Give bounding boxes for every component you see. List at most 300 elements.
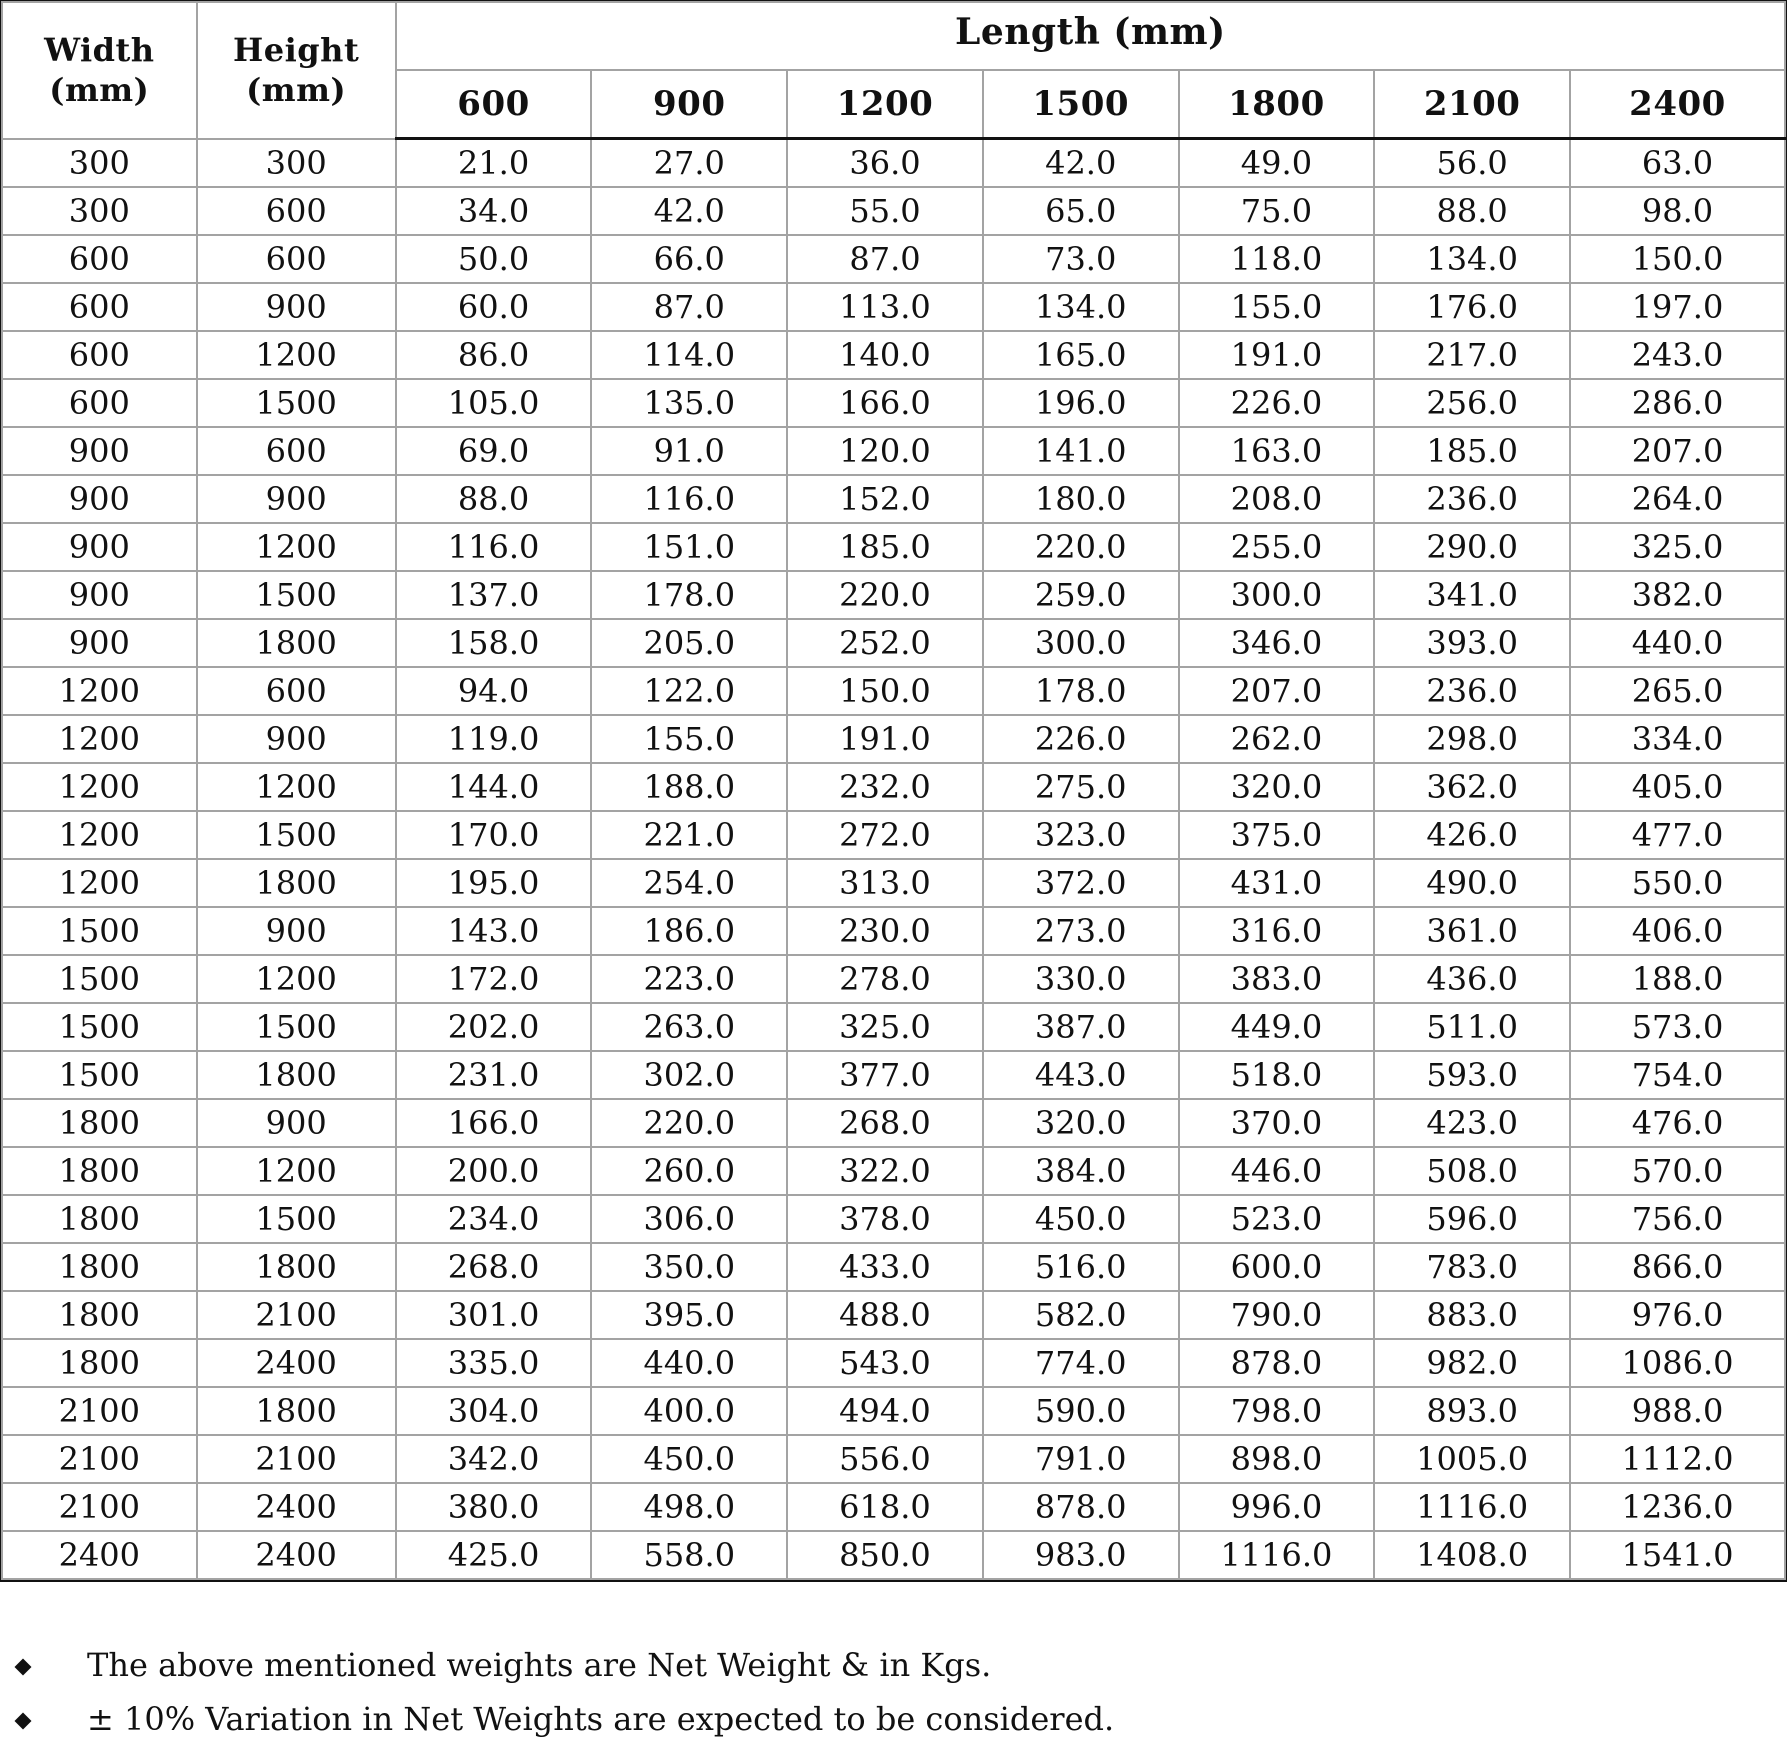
weight-cell: 27.0 — [591, 139, 787, 188]
weight-cell: 1116.0 — [1374, 1483, 1570, 1531]
weight-cell: 543.0 — [787, 1339, 983, 1387]
weight-cell: 341.0 — [1374, 571, 1570, 619]
width-column-header: Width (mm) — [2, 2, 197, 139]
weight-cell: 116.0 — [396, 523, 592, 571]
weight-cell: 756.0 — [1570, 1195, 1785, 1243]
weight-cell: 400.0 — [591, 1387, 787, 1435]
weight-cell: 252.0 — [787, 619, 983, 667]
weight-cell: 508.0 — [1374, 1147, 1570, 1195]
weight-cell: 268.0 — [787, 1099, 983, 1147]
weight-cell: 449.0 — [1179, 1003, 1375, 1051]
weight-cell: 87.0 — [787, 235, 983, 283]
weight-cell: 260.0 — [591, 1147, 787, 1195]
weight-cell: 155.0 — [591, 715, 787, 763]
weight-cell: 236.0 — [1374, 667, 1570, 715]
weight-cell: 791.0 — [983, 1435, 1179, 1483]
width-cell: 900 — [2, 475, 197, 523]
weight-cell: 143.0 — [396, 907, 592, 955]
length-column-header: 2400 — [1570, 70, 1785, 139]
weight-cell: 152.0 — [787, 475, 983, 523]
weight-cell: 205.0 — [591, 619, 787, 667]
height-cell: 900 — [197, 1099, 396, 1147]
weight-cell: 226.0 — [983, 715, 1179, 763]
weight-cell: 1236.0 — [1570, 1483, 1785, 1531]
weight-cell: 275.0 — [983, 763, 1179, 811]
weight-cell: 550.0 — [1570, 859, 1785, 907]
weight-cell: 256.0 — [1374, 379, 1570, 427]
weight-cell: 516.0 — [983, 1243, 1179, 1291]
height-cell: 1200 — [197, 763, 396, 811]
table-row — [2, 619, 1785, 667]
height-cell: 1500 — [197, 1195, 396, 1243]
weight-cell: 122.0 — [591, 667, 787, 715]
weight-cell: 866.0 — [1570, 1243, 1785, 1291]
weight-cell: 186.0 — [591, 907, 787, 955]
weight-cell: 166.0 — [396, 1099, 592, 1147]
width-cell: 2100 — [2, 1387, 197, 1435]
weight-cell: 382.0 — [1570, 571, 1785, 619]
weight-cell: 1086.0 — [1570, 1339, 1785, 1387]
weight-cell: 436.0 — [1374, 955, 1570, 1003]
height-cell: 2400 — [197, 1339, 396, 1387]
table-row — [2, 667, 1785, 715]
weight-cell: 234.0 — [396, 1195, 592, 1243]
weight-cell: 298.0 — [1374, 715, 1570, 763]
weight-cell: 73.0 — [983, 235, 1179, 283]
weight-cell: 255.0 — [1179, 523, 1375, 571]
weight-cell: 178.0 — [591, 571, 787, 619]
weight-cell: 498.0 — [591, 1483, 787, 1531]
weight-cell: 264.0 — [1570, 475, 1785, 523]
weight-cell: 166.0 — [787, 379, 983, 427]
weight-cell: 384.0 — [983, 1147, 1179, 1195]
width-cell: 300 — [2, 139, 197, 188]
weight-cell: 600.0 — [1179, 1243, 1375, 1291]
table-row — [2, 331, 1785, 379]
weight-cell: 440.0 — [1570, 619, 1785, 667]
weight-cell: 783.0 — [1374, 1243, 1570, 1291]
weight-cell: 618.0 — [787, 1483, 983, 1531]
weight-cell: 450.0 — [591, 1435, 787, 1483]
table-row — [2, 1387, 1785, 1435]
weight-cell: 286.0 — [1570, 379, 1785, 427]
weight-cell: 243.0 — [1570, 331, 1785, 379]
weight-cell: 191.0 — [1179, 331, 1375, 379]
table-row — [2, 1435, 1785, 1483]
weight-cell: 1116.0 — [1179, 1531, 1375, 1579]
table-row — [2, 1483, 1785, 1531]
table-row — [2, 811, 1785, 859]
weight-cell: 221.0 — [591, 811, 787, 859]
width-cell: 300 — [2, 187, 197, 235]
width-cell: 1800 — [2, 1243, 197, 1291]
weight-cell: 423.0 — [1374, 1099, 1570, 1147]
weight-cell: 490.0 — [1374, 859, 1570, 907]
weight-cell: 302.0 — [591, 1051, 787, 1099]
width-cell: 1800 — [2, 1339, 197, 1387]
weight-cell: 134.0 — [1374, 235, 1570, 283]
weight-cell: 518.0 — [1179, 1051, 1375, 1099]
weight-cell: 116.0 — [591, 475, 787, 523]
height-cell: 300 — [197, 139, 396, 188]
width-cell: 900 — [2, 427, 197, 475]
weight-cell: 114.0 — [591, 331, 787, 379]
table-row — [2, 1099, 1785, 1147]
weight-cell: 383.0 — [1179, 955, 1375, 1003]
weight-cell: 119.0 — [396, 715, 592, 763]
weight-cell: 443.0 — [983, 1051, 1179, 1099]
width-cell: 1500 — [2, 1051, 197, 1099]
height-cell: 1500 — [197, 1003, 396, 1051]
height-cell: 900 — [197, 475, 396, 523]
table-row — [2, 283, 1785, 331]
width-cell: 1500 — [2, 955, 197, 1003]
weight-cell: 273.0 — [983, 907, 1179, 955]
weight-cell: 200.0 — [396, 1147, 592, 1195]
weight-cell: 377.0 — [787, 1051, 983, 1099]
weight-cell: 263.0 — [591, 1003, 787, 1051]
table-row — [2, 859, 1785, 907]
weight-cell: 405.0 — [1570, 763, 1785, 811]
height-cell: 900 — [197, 283, 396, 331]
weight-cell: 217.0 — [1374, 331, 1570, 379]
notes-list — [0, 1638, 1787, 1746]
weight-cell: 431.0 — [1179, 859, 1375, 907]
weight-cell: 387.0 — [983, 1003, 1179, 1051]
width-cell: 1800 — [2, 1291, 197, 1339]
table-row — [2, 187, 1785, 235]
weight-cell: 140.0 — [787, 331, 983, 379]
weight-cell: 450.0 — [983, 1195, 1179, 1243]
weight-cell: 21.0 — [396, 139, 592, 188]
weight-cell: 1541.0 — [1570, 1531, 1785, 1579]
weight-cell: 754.0 — [1570, 1051, 1785, 1099]
weight-cell: 197.0 — [1570, 283, 1785, 331]
weight-cell: 982.0 — [1374, 1339, 1570, 1387]
weight-cell: 151.0 — [591, 523, 787, 571]
weight-cell: 304.0 — [396, 1387, 592, 1435]
weight-cell: 105.0 — [396, 379, 592, 427]
weight-cell: 330.0 — [983, 955, 1179, 1003]
weight-cell: 375.0 — [1179, 811, 1375, 859]
weight-cell: 596.0 — [1374, 1195, 1570, 1243]
weight-cell: 325.0 — [787, 1003, 983, 1051]
width-cell: 1800 — [2, 1099, 197, 1147]
table-row — [2, 1531, 1785, 1579]
weight-cell: 346.0 — [1179, 619, 1375, 667]
weight-cell: 262.0 — [1179, 715, 1375, 763]
weight-cell: 120.0 — [787, 427, 983, 475]
length-column-header: 1200 — [787, 70, 983, 139]
height-cell: 1500 — [197, 811, 396, 859]
weight-cell: 300.0 — [1179, 571, 1375, 619]
length-column-header: 1500 — [983, 70, 1179, 139]
height-cell: 600 — [197, 667, 396, 715]
weight-cell: 98.0 — [1570, 187, 1785, 235]
weight-cell: 56.0 — [1374, 139, 1570, 188]
height-cell: 1200 — [197, 523, 396, 571]
weight-cell: 191.0 — [787, 715, 983, 763]
width-cell: 900 — [2, 571, 197, 619]
weight-cell: 1005.0 — [1374, 1435, 1570, 1483]
weight-cell: 582.0 — [983, 1291, 1179, 1339]
weight-cell: 259.0 — [983, 571, 1179, 619]
table-row — [2, 1339, 1785, 1387]
weight-cell: 268.0 — [396, 1243, 592, 1291]
weight-cell: 137.0 — [396, 571, 592, 619]
weight-cell: 141.0 — [983, 427, 1179, 475]
length-column-header: 2100 — [1374, 70, 1570, 139]
weight-cell: 988.0 — [1570, 1387, 1785, 1435]
weight-cell: 176.0 — [1374, 283, 1570, 331]
weight-cell: 188.0 — [591, 763, 787, 811]
height-cell: 1800 — [197, 1243, 396, 1291]
height-cell: 1500 — [197, 571, 396, 619]
weight-cell: 361.0 — [1374, 907, 1570, 955]
weight-cell: 395.0 — [591, 1291, 787, 1339]
weight-cell: 316.0 — [1179, 907, 1375, 955]
weight-cell: 898.0 — [1179, 1435, 1375, 1483]
weight-cell: 88.0 — [1374, 187, 1570, 235]
weight-cell: 91.0 — [591, 427, 787, 475]
length-column-header: 1800 — [1179, 70, 1375, 139]
weight-cell: 570.0 — [1570, 1147, 1785, 1195]
weight-cell: 236.0 — [1374, 475, 1570, 523]
weight-cell: 983.0 — [983, 1531, 1179, 1579]
weight-cell: 320.0 — [1179, 763, 1375, 811]
weight-cell: 362.0 — [1374, 763, 1570, 811]
weight-cell: 322.0 — [787, 1147, 983, 1195]
weight-cell: 42.0 — [983, 139, 1179, 188]
weight-cell: 1408.0 — [1374, 1531, 1570, 1579]
weight-cell: 342.0 — [396, 1435, 592, 1483]
width-cell: 900 — [2, 523, 197, 571]
weight-cell: 94.0 — [396, 667, 592, 715]
weight-cell: 150.0 — [787, 667, 983, 715]
height-cell: 600 — [197, 187, 396, 235]
weight-cell: 165.0 — [983, 331, 1179, 379]
height-cell: 1800 — [197, 859, 396, 907]
table-row — [2, 955, 1785, 1003]
diamond-bullet-icon — [14, 1712, 32, 1730]
table-header — [2, 2, 1785, 139]
weight-cell: 185.0 — [1374, 427, 1570, 475]
width-cell: 2400 — [2, 1531, 197, 1579]
table-row — [2, 1051, 1785, 1099]
weight-cell: 790.0 — [1179, 1291, 1375, 1339]
weight-cell: 334.0 — [1570, 715, 1785, 763]
height-cell: 600 — [197, 235, 396, 283]
width-cell: 1500 — [2, 907, 197, 955]
weight-cell: 36.0 — [787, 139, 983, 188]
width-cell: 2100 — [2, 1435, 197, 1483]
weight-cell: 556.0 — [787, 1435, 983, 1483]
table-row — [2, 1147, 1785, 1195]
weight-cell: 590.0 — [983, 1387, 1179, 1435]
weight-cell: 300.0 — [983, 619, 1179, 667]
table-row — [2, 1195, 1785, 1243]
note-text: The above mentioned weights are Net Weight & in Kgs. — [87, 1646, 992, 1684]
width-cell: 600 — [2, 283, 197, 331]
weight-cell: 34.0 — [396, 187, 592, 235]
weight-cell: 134.0 — [983, 283, 1179, 331]
weight-cell: 372.0 — [983, 859, 1179, 907]
height-cell: 1800 — [197, 1051, 396, 1099]
height-cell: 1200 — [197, 1147, 396, 1195]
weight-cell: 477.0 — [1570, 811, 1785, 859]
weight-cell: 476.0 — [1570, 1099, 1785, 1147]
weight-cell: 49.0 — [1179, 139, 1375, 188]
diamond-bullet-icon — [14, 1658, 32, 1676]
width-cell: 2100 — [2, 1483, 197, 1531]
weight-cell: 425.0 — [396, 1531, 592, 1579]
weight-cell: 50.0 — [396, 235, 592, 283]
weight-cell: 893.0 — [1374, 1387, 1570, 1435]
weight-cell: 87.0 — [591, 283, 787, 331]
width-cell: 1200 — [2, 859, 197, 907]
weight-cell: 278.0 — [787, 955, 983, 1003]
weight-cell: 60.0 — [396, 283, 592, 331]
weight-cell: 370.0 — [1179, 1099, 1375, 1147]
width-cell: 1200 — [2, 667, 197, 715]
height-cell: 2400 — [197, 1531, 396, 1579]
weight-cell: 180.0 — [983, 475, 1179, 523]
weight-cell: 325.0 — [1570, 523, 1785, 571]
width-cell: 1200 — [2, 763, 197, 811]
weight-cell: 220.0 — [591, 1099, 787, 1147]
weight-cell: 178.0 — [983, 667, 1179, 715]
weight-cell: 163.0 — [1179, 427, 1375, 475]
table-row — [2, 907, 1785, 955]
table-row — [2, 379, 1785, 427]
weight-cell: 976.0 — [1570, 1291, 1785, 1339]
table-row — [2, 1291, 1785, 1339]
weight-cell: 231.0 — [396, 1051, 592, 1099]
weight-cell: 207.0 — [1179, 667, 1375, 715]
width-cell: 600 — [2, 235, 197, 283]
weight-cell: 207.0 — [1570, 427, 1785, 475]
note-item — [0, 1692, 1787, 1746]
note-text: ± 10% Variation in Net Weights are expected to be considered. — [87, 1700, 1115, 1738]
weight-cell: 878.0 — [1179, 1339, 1375, 1387]
weight-cell: 850.0 — [787, 1531, 983, 1579]
weight-cell: 226.0 — [1179, 379, 1375, 427]
table-row — [2, 235, 1785, 283]
height-cell: 2100 — [197, 1435, 396, 1483]
weight-cell: 195.0 — [396, 859, 592, 907]
weight-cell: 230.0 — [787, 907, 983, 955]
height-cell: 900 — [197, 907, 396, 955]
weight-cell: 488.0 — [787, 1291, 983, 1339]
width-cell: 600 — [2, 331, 197, 379]
weight-cell: 406.0 — [1570, 907, 1785, 955]
weight-cell: 254.0 — [591, 859, 787, 907]
weight-cell: 170.0 — [396, 811, 592, 859]
weight-cell: 573.0 — [1570, 1003, 1785, 1051]
weight-cell: 350.0 — [591, 1243, 787, 1291]
weight-cell: 196.0 — [983, 379, 1179, 427]
weight-cell: 426.0 — [1374, 811, 1570, 859]
length-column-header: 600 — [396, 70, 592, 139]
weight-cell: 558.0 — [591, 1531, 787, 1579]
height-cell: 900 — [197, 715, 396, 763]
width-cell: 900 — [2, 619, 197, 667]
table-body — [2, 139, 1785, 1580]
weight-cell: 878.0 — [983, 1483, 1179, 1531]
weight-cell: 158.0 — [396, 619, 592, 667]
height-cell: 2100 — [197, 1291, 396, 1339]
height-cell: 1200 — [197, 331, 396, 379]
weight-cell: 313.0 — [787, 859, 983, 907]
weight-cell: 155.0 — [1179, 283, 1375, 331]
weight-cell: 69.0 — [396, 427, 592, 475]
height-column-header: Height (mm) — [197, 2, 396, 139]
weight-cell: 511.0 — [1374, 1003, 1570, 1051]
width-cell: 1200 — [2, 811, 197, 859]
weight-cell: 798.0 — [1179, 1387, 1375, 1435]
table-row — [2, 139, 1785, 188]
weight-cell: 185.0 — [787, 523, 983, 571]
length-group-header: Length (mm) — [396, 2, 1785, 70]
weight-cell: 774.0 — [983, 1339, 1179, 1387]
length-column-header: 900 — [591, 70, 787, 139]
weight-cell: 66.0 — [591, 235, 787, 283]
weight-cell: 883.0 — [1374, 1291, 1570, 1339]
width-cell: 1200 — [2, 715, 197, 763]
table-row — [2, 427, 1785, 475]
weight-cell: 393.0 — [1374, 619, 1570, 667]
weight-cell: 88.0 — [396, 475, 592, 523]
weight-cell: 380.0 — [396, 1483, 592, 1531]
width-cell: 1800 — [2, 1195, 197, 1243]
weight-cell: 378.0 — [787, 1195, 983, 1243]
weight-cell: 75.0 — [1179, 187, 1375, 235]
weight-cell: 220.0 — [983, 523, 1179, 571]
table-row — [2, 715, 1785, 763]
weight-cell: 996.0 — [1179, 1483, 1375, 1531]
weight-cell: 272.0 — [787, 811, 983, 859]
width-cell: 1800 — [2, 1147, 197, 1195]
weight-cell: 1112.0 — [1570, 1435, 1785, 1483]
table-row — [2, 571, 1785, 619]
weight-cell: 446.0 — [1179, 1147, 1375, 1195]
weight-cell: 65.0 — [983, 187, 1179, 235]
weight-cell: 301.0 — [396, 1291, 592, 1339]
table-row — [2, 763, 1785, 811]
table-row — [2, 523, 1785, 571]
weight-cell: 223.0 — [591, 955, 787, 1003]
weight-cell: 523.0 — [1179, 1195, 1375, 1243]
weight-cell: 144.0 — [396, 763, 592, 811]
height-cell: 1800 — [197, 1387, 396, 1435]
table-row — [2, 475, 1785, 523]
table-row — [2, 1243, 1785, 1291]
header-row-group — [2, 2, 1785, 70]
weight-cell: 63.0 — [1570, 139, 1785, 188]
table-row — [2, 1003, 1785, 1051]
weight-cell: 150.0 — [1570, 235, 1785, 283]
note-item — [0, 1638, 1787, 1692]
height-cell: 1200 — [197, 955, 396, 1003]
weight-cell: 232.0 — [787, 763, 983, 811]
weight-cell: 86.0 — [396, 331, 592, 379]
weight-cell: 320.0 — [983, 1099, 1179, 1147]
weight-cell: 494.0 — [787, 1387, 983, 1435]
height-cell: 1500 — [197, 379, 396, 427]
height-cell: 1800 — [197, 619, 396, 667]
height-cell: 600 — [197, 427, 396, 475]
weight-table — [1, 1, 1786, 1580]
